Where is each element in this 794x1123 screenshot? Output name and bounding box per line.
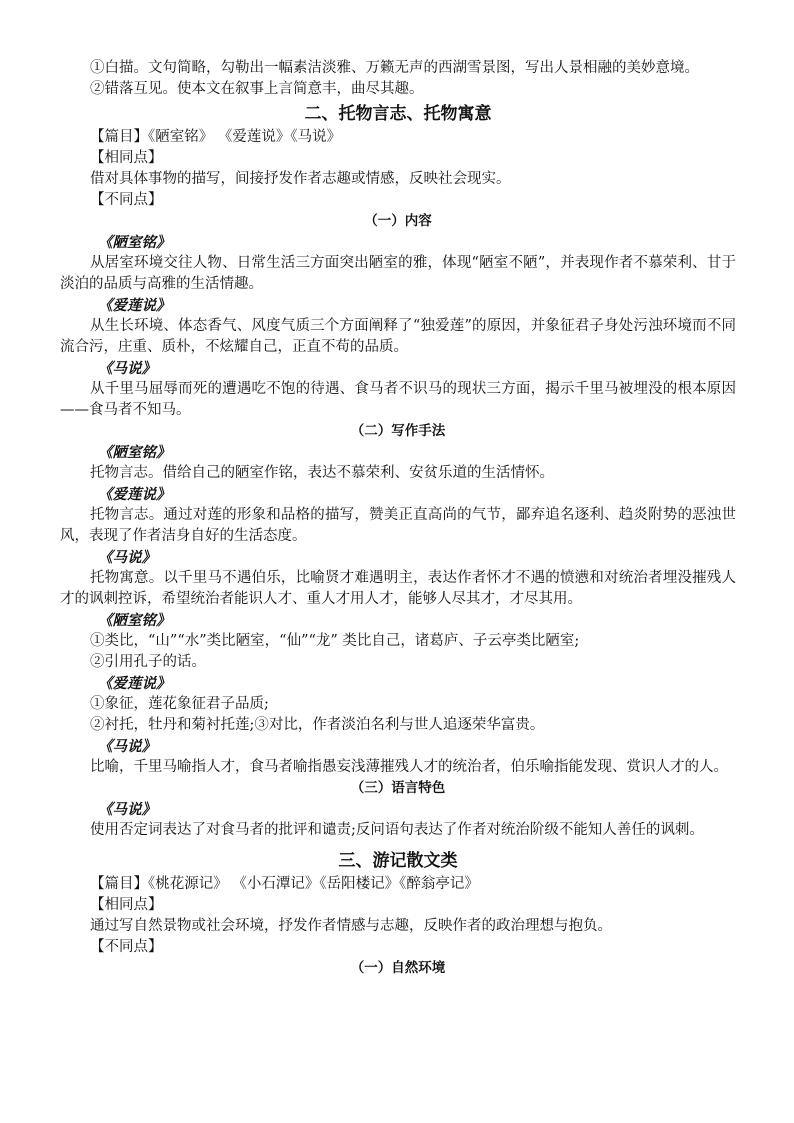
section-2-same-text: 借对具体事物的描写，间接抒发作者志趣或情感，反映社会现实。	[90, 171, 511, 187]
rhetoric-title-ailian: 《爱莲说》	[98, 675, 171, 692]
rhetoric-paragraph-mashuo: 比喻，千里马喻指人才，食马者喻指愚妄浅薄摧残人才的统治者，伯乐喻指能发现、赏识人才的人。	[90, 759, 728, 775]
intro-paragraph-2: ②错落互见。使本文在叙事上言简意丰，曲尽其趣。	[90, 81, 424, 97]
section-3-diff-label: 【不同点】	[90, 939, 163, 955]
section-3-heading: 三、游记散文类	[338, 851, 458, 871]
writing-paragraph-ailian: 托物言志。通过对莲的形象和品格的描写，赞美正直高尚的气节，鄙弃追名逐利、趋炎附势的恶浊世风，表现了作者洁身自好的生活态度。	[60, 507, 736, 544]
writing-paragraph-mashuo: 托物寓意。以千里马不遇伯乐，比喻贤才难遇明主，表达作者怀才不遇的愤懑和对统治者埋没摧残人才的讽刺控诉，希望统治者能识人才、重人才用人才，能够人尽其才，才尽其用。	[60, 570, 736, 607]
writing-title-mashuo: 《马说》	[98, 549, 156, 566]
writing-paragraph-loushi: 托物言志。借给自己的陋室作铭，表达不慕荣利、安贫乐道的生活情怀。	[90, 465, 554, 481]
writing-title-ailian: 《爱莲说》	[98, 486, 171, 503]
language-title-mashuo: 《马说》	[98, 801, 156, 818]
section-2-pianmu: 【篇目】《陋室铭》 《爱莲说》《马说》	[90, 129, 342, 145]
writing-subheading: （二）写作手法	[350, 423, 446, 439]
rhetoric-line-ailian-1: ①象征，莲花象征君子品质;	[90, 696, 269, 712]
natural-environment-subheading: （一）自然环境	[350, 960, 446, 976]
content-paragraph-loushi: 从居室环境交往人物、日常生活三方面突出陋室的雅，体现“陋室不陋”，并表现作者不慕荣利、甘于淡泊的品质与高雅的生活情趣。	[60, 255, 736, 292]
rhetoric-line-loushi-2: ②引用孔子的话。	[90, 654, 206, 670]
section-2-diff-label: 【不同点】	[90, 192, 163, 208]
language-subheading: （三）语言特色	[350, 780, 446, 796]
content-subheading: （一）内容	[364, 213, 432, 229]
intro-paragraph-1: ①白描。文句简略，勾勒出一幅素洁淡雅、万籁无声的西湖雪景图，写出人景相融的美妙意境。	[90, 60, 699, 76]
content-paragraph-mashuo: 从千里马屈辱而死的遭遇吃不饱的待遇、食马者不识马的现状三方面，揭示千里马被埋没的根本原因——食马者不知马。	[60, 381, 736, 418]
section-3-pianmu: 【篇目】《桃花源记》 《小石潭记》《岳阳楼记》《醉翁亭记》	[90, 876, 479, 892]
content-title-loushi: 《陋室铭》	[98, 234, 171, 251]
content-title-mashuo: 《马说》	[98, 360, 156, 377]
writing-title-loushi: 《陋室铭》	[98, 444, 171, 461]
document-page	[60, 58, 736, 979]
section-2-heading: 二、托物言志、托物寓意	[304, 104, 492, 124]
rhetoric-title-mashuo: 《马说》	[98, 738, 156, 755]
rhetoric-title-loushi: 《陋室铭》	[98, 612, 171, 629]
content-title-ailian: 《爱莲说》	[98, 297, 171, 314]
section-2-same-label: 【相同点】	[90, 150, 163, 166]
rhetoric-line-loushi-1: ①类比，“山”“水”类比陋室，“仙”“龙” 类比自己，诸葛庐、子云亭类比陋室;	[90, 633, 580, 649]
rhetoric-line-ailian-2: ②衬托，牡丹和菊衬托莲;③对比，作者淡泊名利与世人追逐荣华富贵。	[90, 717, 545, 733]
section-3-same-label: 【相同点】	[90, 897, 163, 913]
content-paragraph-ailian: 从生长环境、体态香气、风度气质三个方面阐释了“独爱莲”的原因，并象征君子身处污浊环境而不同流合污，庄重、质朴，不炫耀自己，正直不苟的品质。	[60, 318, 736, 355]
language-paragraph-mashuo: 使用否定词表达了对食马者的批评和谴责;反问语句表达了作者对统治阶级不能知人善任的讽刺。	[90, 822, 704, 838]
section-3-same-text: 通过写自然景物或社会环境，抒发作者情感与志趣，反映作者的政治理想与抱负。	[90, 918, 612, 934]
